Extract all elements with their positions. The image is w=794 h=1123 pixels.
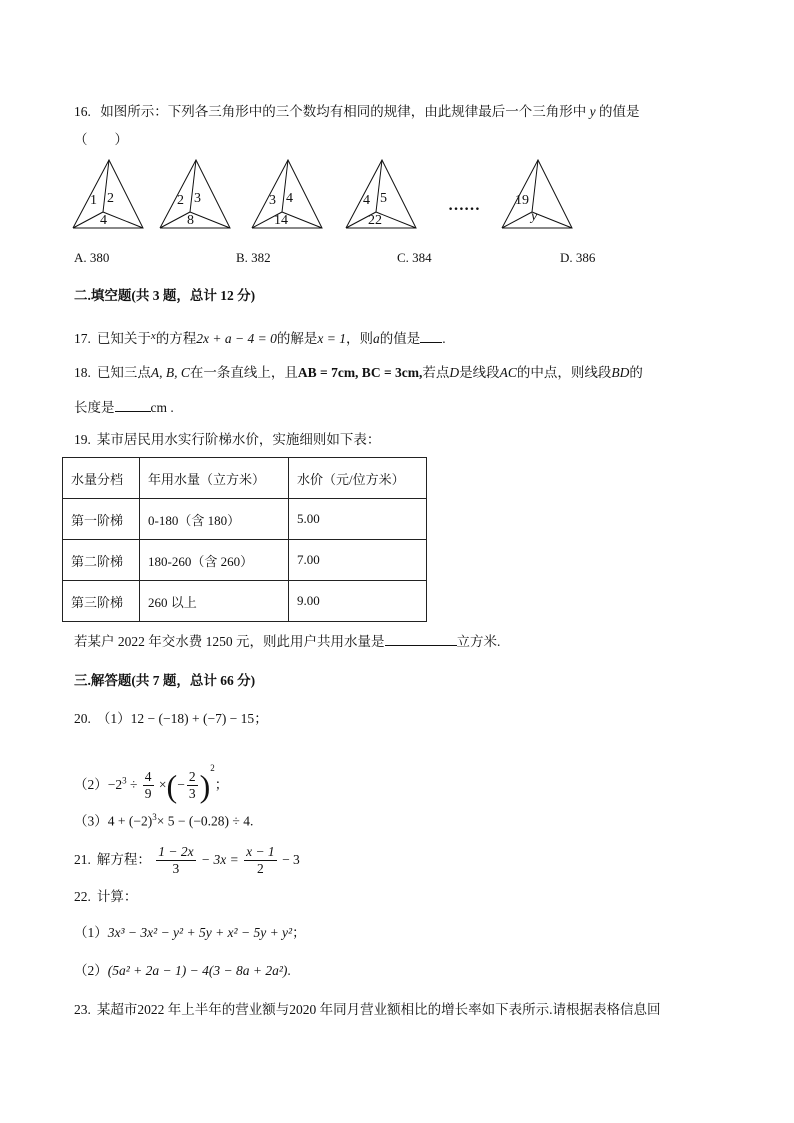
q21-number: 21. <box>74 852 91 867</box>
triangle-4-c: 22 <box>368 213 382 228</box>
triangle-3 <box>252 160 324 230</box>
section-3-title: 三.解答题(共 7 题，总计 66 分) <box>74 673 256 688</box>
triangle-1 <box>73 160 145 230</box>
q20-p3-period: . <box>249 813 254 829</box>
q20-p2-f2-den: 3 <box>188 786 196 802</box>
q16-option-a[interactable]: A. 380 <box>74 250 110 265</box>
triangle-1-a: 1 <box>90 193 97 208</box>
table-cell: 第二阶梯 <box>63 540 140 581</box>
section-2-title: 二.填空题(共 3 题，总计 12 分) <box>74 288 256 303</box>
q17-answer-blank[interactable] <box>420 330 442 343</box>
q21-left-den: 3 <box>172 861 180 877</box>
q19-number: 19. <box>74 432 91 447</box>
q20-p2-semi: ； <box>214 777 229 792</box>
q20-p1-label: （1） <box>96 711 131 726</box>
q20-p2-f1-num: 4 <box>144 769 152 785</box>
table-header: 年用水量（立方米） <box>140 458 289 499</box>
q20-p3-exp: 3 <box>152 812 157 822</box>
q18-line2 <box>74 399 174 417</box>
q18-answer-blank[interactable] <box>115 399 151 412</box>
table-cell: 180-260（含 260） <box>140 540 289 581</box>
q22-part1 <box>74 924 306 942</box>
table-row <box>63 540 427 581</box>
q21 <box>74 842 300 878</box>
q16-number: 16. <box>74 104 91 119</box>
q21-right-fraction <box>244 844 277 877</box>
q21-left-fraction <box>156 844 195 877</box>
q22-p2-period: . <box>287 963 291 978</box>
q16-option-c[interactable]: C. 384 <box>397 250 432 265</box>
triangle-3-b: 4 <box>286 191 293 206</box>
q20-p2-label: （2） <box>74 777 108 792</box>
q17-end: . <box>442 331 446 346</box>
q18-t4: 是线段 <box>459 365 500 380</box>
q16-option-b[interactable]: B. 382 <box>236 250 271 265</box>
ellipsis: …… <box>448 197 480 214</box>
q21-left-num: 1 − 2x <box>158 844 194 860</box>
table-cell: 9.00 <box>289 581 427 622</box>
q21-right-den: 2 <box>257 861 264 877</box>
q18-t3: 若点 <box>422 365 450 380</box>
q16-var: y <box>589 104 596 119</box>
triangle-2-b: 3 <box>194 191 201 206</box>
q17-solution: x = 1 <box>317 331 346 346</box>
q20-p2-base: −2 <box>107 777 123 792</box>
table-header: 水量分档 <box>63 458 140 499</box>
q23-text: 某超市2022 年上半年的营业额与2020 年同月营业额相比的增长率如下表所示.请根据表格信息回 <box>96 1002 661 1017</box>
triangle-4 <box>346 160 418 230</box>
q16-paren: （ ） <box>74 132 128 147</box>
q17-t1: 已知关于 <box>96 331 151 346</box>
q19-unit: 立方米. <box>456 634 501 649</box>
q22-p2-expr: (5a² + 2a − 1) − 4(3 − 8a + 2a²) <box>107 963 288 978</box>
q20-p2-f2-num: 2 <box>188 769 196 785</box>
q18-ac: AC <box>499 365 517 380</box>
q21-mid: − 3x = <box>200 852 239 867</box>
q22-part2 <box>74 962 291 980</box>
triangle-3-c: 14 <box>274 213 288 228</box>
q19-text: 某市居民用水实行阶梯水价，实施细则如下表： <box>96 432 381 447</box>
table-cell: 5.00 <box>289 499 427 540</box>
q18-lengths: AB = 7cm, BC = 3cm, <box>297 365 423 380</box>
water-price-table <box>62 457 427 622</box>
triangle-4-a: 4 <box>363 193 370 208</box>
q22-p1-expr: 3x³ − 3x² − y² + 5y + x² − 5y + y² <box>107 925 293 940</box>
q16-option-d[interactable]: D. 386 <box>560 250 596 265</box>
triangle-4-b: 5 <box>380 191 387 206</box>
q22-p1-semi: ； <box>292 925 306 940</box>
q20-p2-exp: 3 <box>122 775 127 786</box>
q18-t6: 的 <box>629 365 643 380</box>
q22-label: 计算： <box>96 889 138 904</box>
triangle-2 <box>160 160 232 230</box>
q23 <box>74 1001 661 1019</box>
q18-t1: 已知三点 <box>96 365 151 380</box>
q17-t4: ，则 <box>345 331 373 346</box>
table-header: 水价（元/位方米） <box>289 458 427 499</box>
q22-p2-label: （2） <box>74 963 108 978</box>
q18-number: 18. <box>74 365 91 380</box>
q17-a: a <box>372 331 380 346</box>
triangle-3-a: 3 <box>269 193 276 208</box>
triangle-2-c: 8 <box>187 213 194 228</box>
q20-part3 <box>74 808 253 831</box>
table-cell: 第一阶梯 <box>63 499 140 540</box>
q21-right-num: x − 1 <box>246 844 275 860</box>
q19-stem <box>74 431 380 449</box>
table-cell: 260 以上 <box>140 581 289 622</box>
triangle-5 <box>502 160 574 230</box>
q20-number: 20. <box>74 711 91 726</box>
q20-part1 <box>74 710 268 728</box>
q18-line1 <box>74 364 643 382</box>
triangle-5-a: 19 <box>515 193 529 208</box>
q19-answer-blank[interactable] <box>385 633 457 646</box>
q20-p3-a: 4 + (−2) <box>107 813 153 829</box>
q17-t5: 的值是 <box>379 331 421 346</box>
q16-text2: 的值是 <box>599 104 640 119</box>
q21-tail: − 3 <box>282 852 300 867</box>
q18-d: D <box>449 365 460 380</box>
q19-after <box>74 633 500 651</box>
q21-label: 解方程： <box>96 852 151 867</box>
table-row <box>63 499 427 540</box>
q17 <box>74 327 446 348</box>
q18-length-label: 长度是 <box>74 400 115 415</box>
q17-t3: 的解是 <box>276 331 318 346</box>
q20-p2-fraction-2 <box>187 769 198 802</box>
q18-t5: 的中点，则线段 <box>516 365 612 380</box>
q20-p2-mul: × <box>158 777 167 792</box>
table-row <box>63 581 427 622</box>
table-cell: 7.00 <box>289 540 427 581</box>
q22-stem <box>74 888 137 906</box>
triangle-1-c: 4 <box>100 213 107 228</box>
q20-p2-div: ÷ <box>130 777 138 792</box>
q23-number: 23. <box>74 1002 91 1017</box>
triangle-5-c: y <box>531 209 538 224</box>
q18-points: A, B, C <box>150 365 190 380</box>
table-header-row <box>63 458 427 499</box>
q20-p1-semi: ； <box>254 711 268 726</box>
q20-p3-b: × 5 − (−0.28) ÷ 4 <box>156 813 250 829</box>
table-cell: 0-180（含 180） <box>140 499 289 540</box>
q20-p2-fraction-1 <box>143 769 154 802</box>
q20-p2-f1-den: 9 <box>144 786 152 802</box>
table-cell: 第三阶梯 <box>63 581 140 622</box>
q17-number: 17. <box>74 331 91 346</box>
q20-p2-square: 2 <box>210 763 215 773</box>
q19-after-text: 若某户 2022 年交水费 1250 元，则此用户共用水量是 <box>74 634 385 649</box>
q18-t2: 在一条直线上，且 <box>189 365 298 380</box>
q22-p1-label: （1） <box>74 925 108 940</box>
q16-text: 如图所示：下列各三角形中的三个数均有相同的规律，由此规律最后一个三角形中 <box>100 104 587 119</box>
q17-x: x <box>150 330 156 342</box>
q18-unit: cm . <box>150 400 174 415</box>
triangle-1-b: 2 <box>107 191 114 206</box>
q17-t2: 的方程 <box>155 331 197 346</box>
q20-part2: $(2)-2^3$ ÷ $\frac{4}{9}$ ×(− $\frac{2}{3}$ )$^2$； <box>74 763 229 804</box>
q22-number: 22. <box>74 889 91 904</box>
q16-stem <box>74 103 640 121</box>
q17-equation: 2x + a − 4 = 0 <box>196 331 277 346</box>
q20-p3-label: （3） <box>74 813 108 829</box>
q18-bd: BD <box>611 365 630 380</box>
q20-p1-expr: 12 − (−18) + (−7) − 15 <box>130 711 255 726</box>
triangle-2-a: 2 <box>177 193 184 208</box>
